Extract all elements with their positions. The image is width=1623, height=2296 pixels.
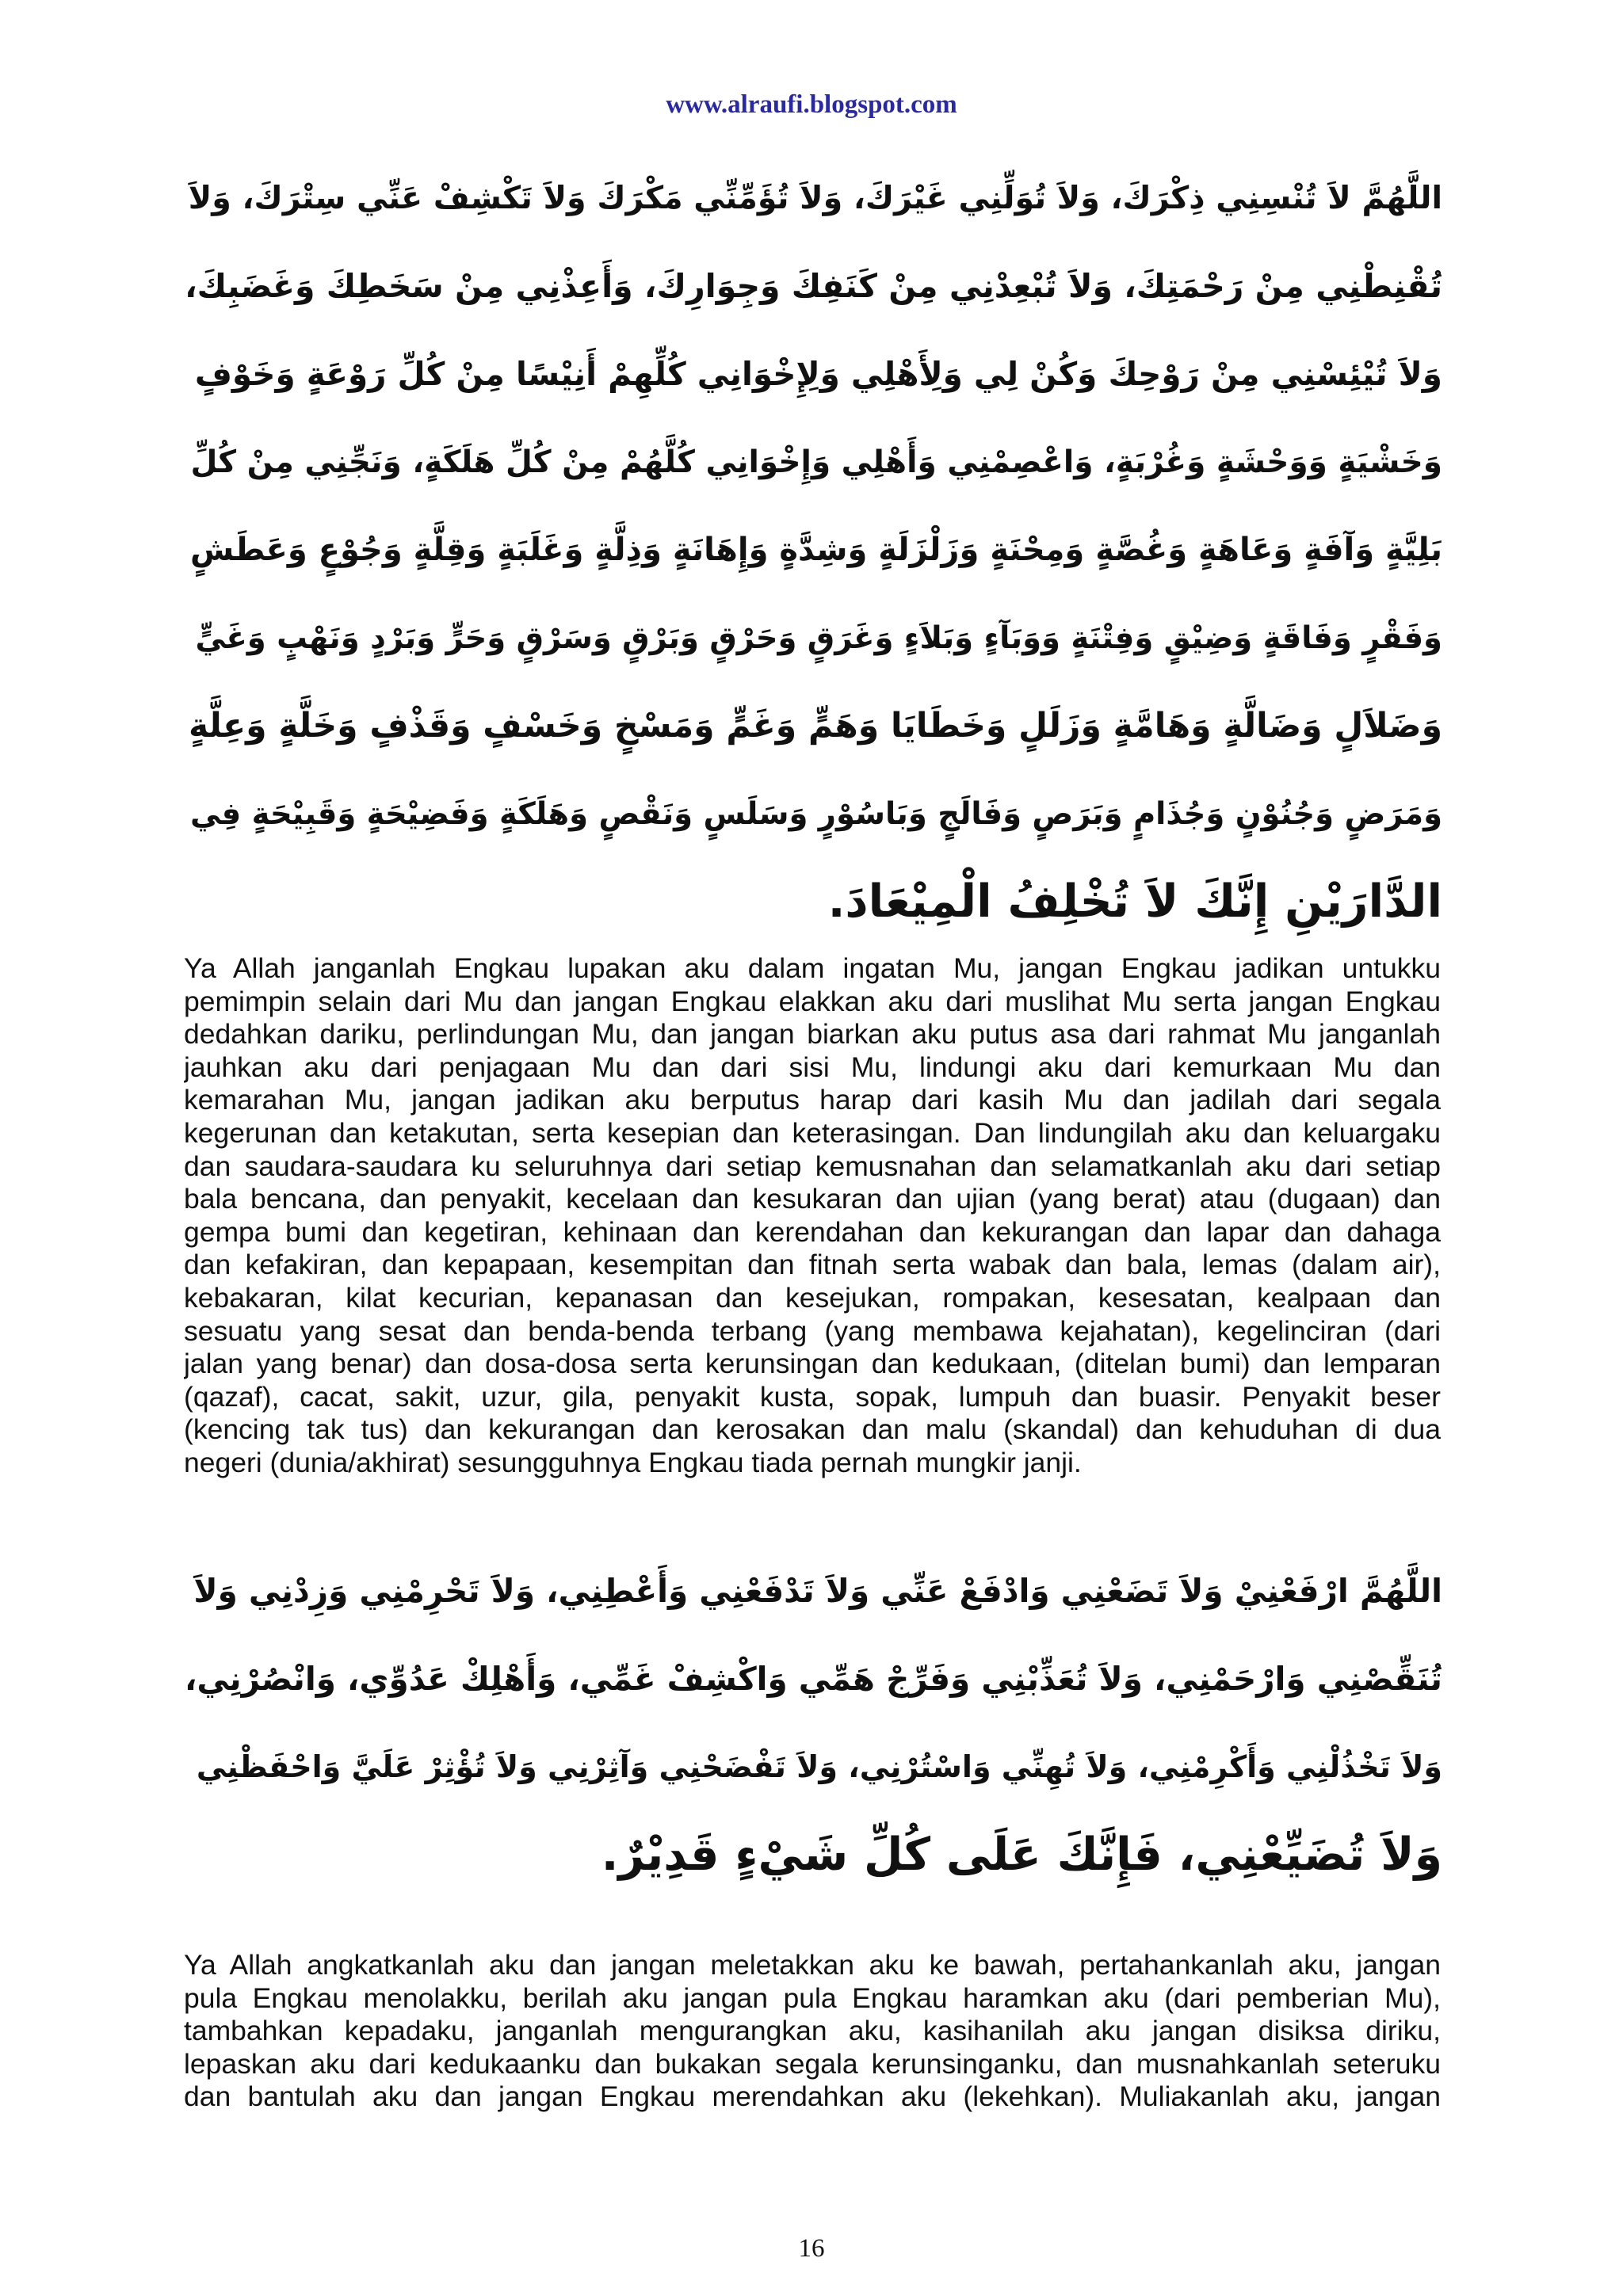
translation-line: (kencing tak tus) dan kekurangan dan kerosakan dan malu (skandal) dan kehuduhan di dua xyxy=(184,1413,1441,1446)
translation-line: jauhkan aku dari penjagaan Mu dan dari sisi Mu, lindungi aku dari kemurkaan Mu dan xyxy=(184,1051,1441,1083)
arabic-line: الدَّارَيْنِ إِنَّكَ لاَ تُخْلِفُ الْمِيْعَادَ. xyxy=(827,875,1442,928)
translation-line: dan bantulah aku dan jangan Engkau merendahkan aku (lekehkan). Muliakanlah aku, jangan xyxy=(184,2081,1441,2113)
website-header-link[interactable]: www.alraufi.blogspot.com xyxy=(666,90,957,119)
translation-line: kebakaran, kilat kecurian, kepanasan dan kesejukan, rompakan, kesesatan, kealpaan dan xyxy=(184,1281,1441,1314)
translation-paragraph-1 xyxy=(184,952,1441,1480)
translation-line: sesuatu yang sesat dan benda-benda terbang (yang membawa kejahatan), kegelinciran (dari xyxy=(184,1314,1441,1347)
arabic-line: وَخَشْيَةٍ وَوَحْشَةٍ وَغُرْبَةٍ، وَاعْصِمْنِي وَأَهْلِي وَإِخْوَانِي كُلَّهُمْ مِنْ كُلِّ هَلَكَةٍ، وَنَجِّنِي مِنْ كُلِّ xyxy=(190,444,1442,480)
translation-line: dan kefakiran, dan kepapaan, kesempitan dan fitnah serta wabak dan bala, lemas (dalam air), xyxy=(184,1249,1441,1281)
translation-line: pula Engkau menolakku, berilah aku jangan pula Engkau haramkan aku (dari pemberian Mu), xyxy=(184,1981,1441,2014)
translation-line: kegerunan dan ketakutan, serta kesepian dan keterasingan. Dan lindungilah aku dan keluargaku xyxy=(184,1116,1441,1149)
page-number: 16 xyxy=(798,2234,825,2263)
arabic-line: بَلِيَّةٍ وَآفَةٍ وَعَاهَةٍ وَغُصَّةٍ وَمِحْنَةٍ وَزَلْزَلَةٍ وَشِدَّةٍ وَإِهَانَةٍ وَذِلَّةٍ وَغَلَبَةٍ وَقِلَّةٍ وَجُوْعٍ وَعَطَشٍ xyxy=(190,532,1442,568)
arabic-line: وَضَلاَلٍ وَضَالَّةٍ وَهَامَّةٍ وَزَلَلٍ وَخَطَايَا وَهَمٍّ وَغَمٍّ وَمَسْخٍ وَخَسْفٍ وَقَذْفٍ وَخَلَّةٍ وَعِلَّةٍ xyxy=(188,707,1442,746)
arabic-line: وَلاَ تَخْذُلْنِي وَأَكْرِمْنِي، وَلاَ تُهِنِّي وَاسْتُرْنِي، وَلاَ تَفْضَحْنِي وَآثِرْنِي وَلاَ تُؤْثِرْ عَلَيَّ وَاحْفَظْنِي xyxy=(196,1749,1442,1784)
translation-line: tambahkan kepadaku, janganlah mengurangkan aku, kasihanilah aku jangan disiksa diriku, xyxy=(184,2015,1441,2047)
arabic-line: وَفَقْرٍ وَفَاقَةٍ وَضِيْقٍ وَفِتْنَةٍ وَوَبَآءٍ وَبَلاَءٍ وَغَرَقٍ وَحَرْقٍ وَبَرْقٍ وَسَرْقٍ وَحَرٍّ وَبَرْدٍ وَنَهْبٍ وَغَيٍّ xyxy=(195,620,1442,656)
translation-line: jalan yang benar) dan dosa-dosa serta kerunsingan dan kedukaan, (ditelan bumi) dan lemparan xyxy=(184,1348,1441,1380)
translation-paragraph-2 xyxy=(184,1949,1441,2114)
arabic-line: وَلاَ تُيْئِسْنِي مِنْ رَوْحِكَ وَكُنْ لِي وَلِأَهْلِي وَلِإِخْوَانِي كُلِّهِمْ أَنِيْسًا مِنْ كُلِّ رَوْعَةٍ وَخَوْفٍ xyxy=(194,355,1442,393)
translation-line: Ya Allah angkatkanlah aku dan jangan meletakkan aku ke bawah, pertahankanlah aku, jangan xyxy=(184,1949,1441,1981)
arabic-line: تُقْنِطْنِي مِنْ رَحْمَتِكَ، وَلاَ تُبْعِدْنِي مِنْ كَنَفِكَ وَجِوَارِكَ، وَأَعِذْنِي مِنْ سَخَطِكَ وَغَضَبِكَ، xyxy=(185,267,1442,305)
arabic-line: وَلاَ تُضَيِّعْنِي، فَإِنَّكَ عَلَى كُلِّ شَيْءٍ قَدِيْرٌ. xyxy=(601,1829,1442,1881)
translation-line: pemimpin selain dari Mu dan jangan Engkau elakkan aku dari muslihat Mu serta jangan Engkau xyxy=(184,985,1441,1017)
translation-line: kemarahan Mu, jangan jadikan aku berputus harap dari kasih Mu dan jadilah dari segala xyxy=(184,1084,1441,1116)
translation-line: Ya Allah janganlah Engkau lupakan aku dalam ingatan Mu, jangan Engkau jadikan untukku xyxy=(184,952,1441,984)
translation-line: dan saudara-saudara ku seluruhnya dari setiap kemusnahan dan selamatkanlah aku dari setiap xyxy=(184,1150,1441,1182)
translation-line: lepaskan aku dari kedukaanku dan bukakan segala kerunsinganku, dan musnahkanlah seteruku xyxy=(184,2047,1441,2080)
arabic-prayer-block-1 xyxy=(184,154,1442,946)
translation-line: gempa bumi dan kegetiran, kehinaan dan kerendahan dan kekurangan dan lapar dan dahaga xyxy=(184,1215,1441,1248)
translation-line: (qazaf), cacat, sakit, uzur, gila, penyakit kusta, sopak, lumpuh dan buasir. Penyakit beser xyxy=(184,1380,1441,1413)
arabic-prayer-block-2 xyxy=(184,1547,1442,1899)
translation-line: dedahkan dariku, perlindungan Mu, dan jangan biarkan aku putus asa dari rahmat Mu janganlah xyxy=(184,1018,1441,1051)
arabic-line: وَمَرَضٍ وَجُنُوْنٍ وَجُذَامٍ وَبَرَصٍ وَفَالَجٍ وَبَاسُوْرٍ وَسَلَسٍ وَنَقْصٍ وَهَلَكَةٍ وَفَضِيْحَةٍ وَقَبِيْحَةٍ فِي xyxy=(190,796,1442,832)
translation-line: negeri (dunia/akhirat) sesungguhnya Engkau tiada pernah mungkir janji. xyxy=(184,1446,1082,1478)
arabic-line: تُنَقِّصْنِي وَارْحَمْنِي، وَلاَ تُعَذِّبْنِي وَفَرِّجْ هَمِّي وَاكْشِفْ غَمِّي، وَأَهْلِكْ عَدُوِّي، وَانْصُرْنِي، xyxy=(185,1660,1442,1698)
arabic-line: اللَّهُمَّ ارْفَعْنِيْ وَلاَ تَضَعْنِي وَادْفَعْ عَنِّي وَلاَ تَدْفَعْنِي وَأَعْطِنِي، وَلاَ تَحْرِمْنِي وَزِدْنِي وَلاَ xyxy=(193,1572,1442,1610)
arabic-line: اللَّهُمَّ لاَ تُنْسِنِي ذِكْرَكَ، وَلاَ تُوَلِّنِي غَيْرَكَ، وَلاَ تُؤَمِّنِّي مَكْرَكَ وَلاَ تَكْشِفْ عَنِّي سِتْرَكَ، وَلاَ xyxy=(188,180,1442,216)
translation-line: bala bencana, dan penyakit, kecelaan dan kesukaran dan ujian (yang berat) atau (dugaan) dan xyxy=(184,1183,1441,1215)
